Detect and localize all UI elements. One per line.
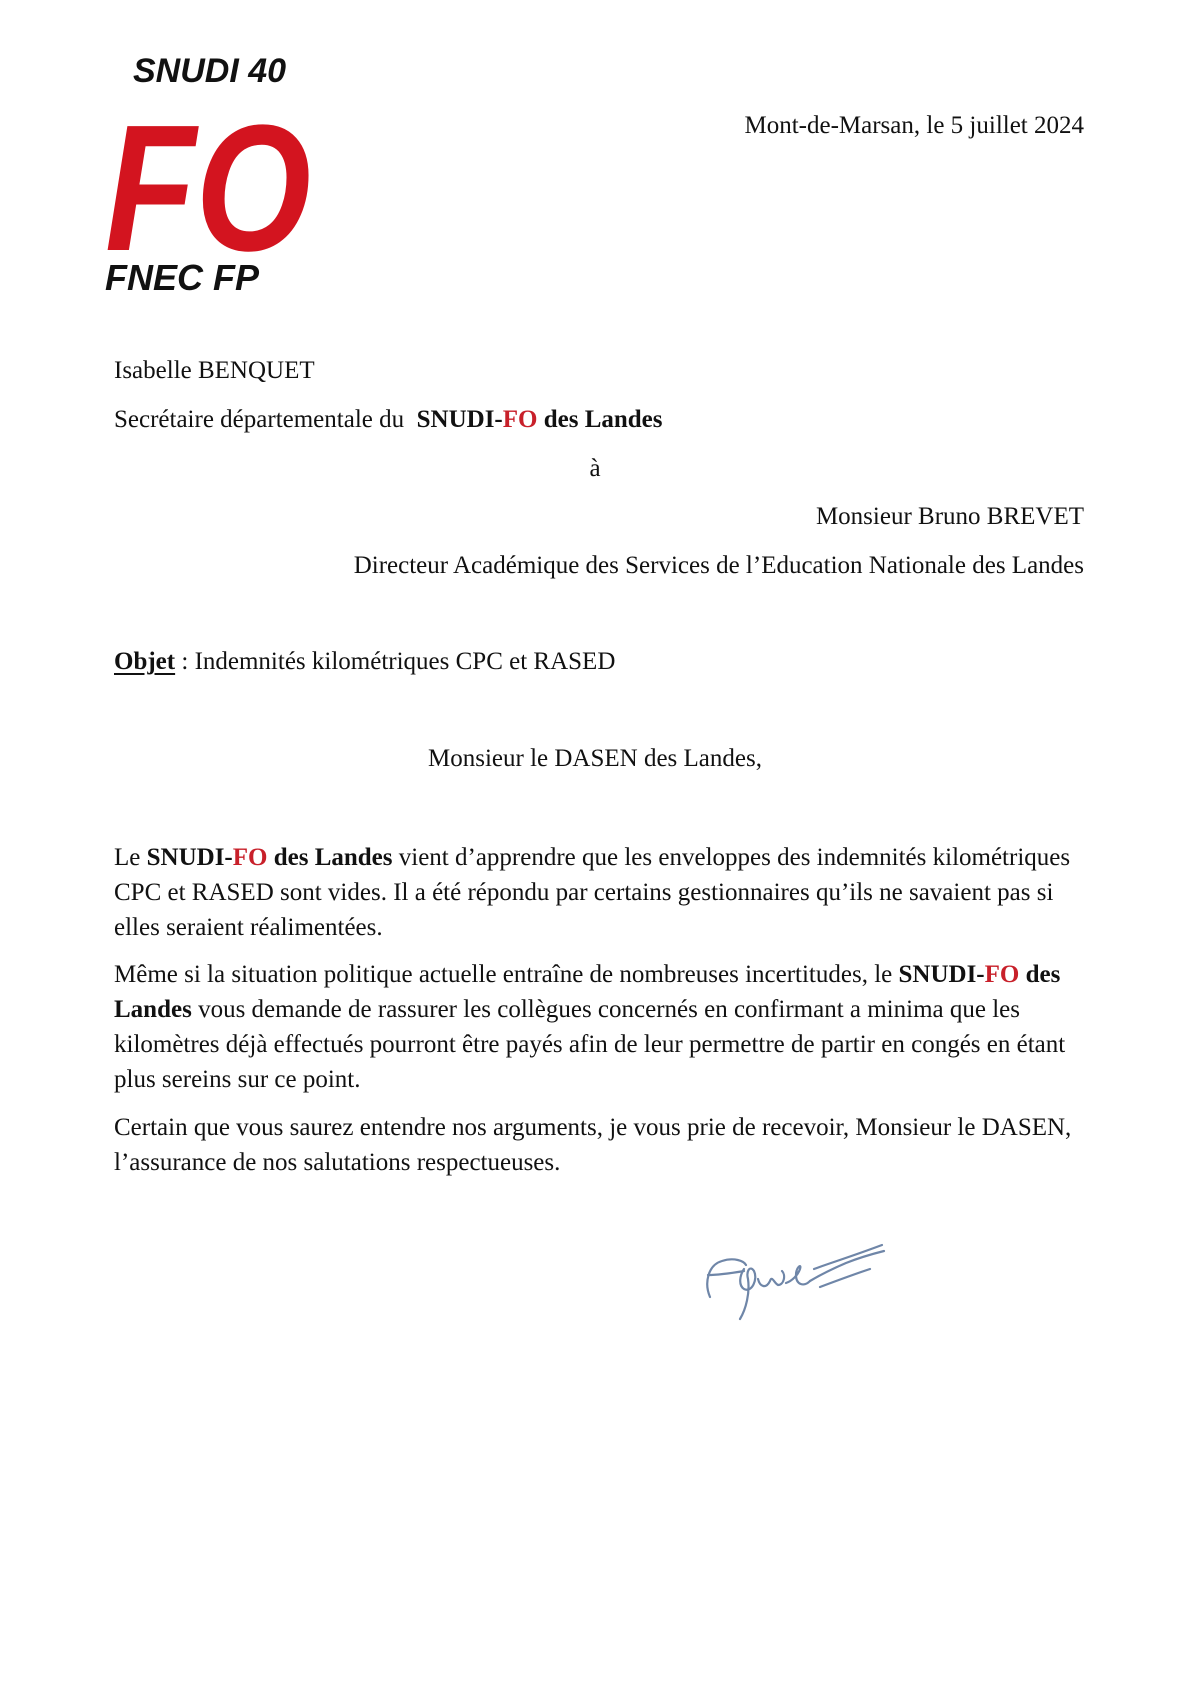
snudi-fo-logo <box>105 52 315 302</box>
org-name-brand: FO <box>502 406 538 433</box>
p2-org-brand: FO <box>984 961 1020 988</box>
to-word: à <box>589 455 601 482</box>
signature-graphic <box>700 1235 890 1325</box>
sender-role <box>114 406 663 434</box>
p2-after: vous demande de rassurer les collègues concernés en confirmant a minima que les kilomètres déjà effectués pourront être payés afin de leur permettre de partir en congés en étant plus sereins sur ce point. <box>114 996 1066 1093</box>
subject-text: Indemnités kilométriques CPC et RASED <box>194 648 616 675</box>
logo-bottom-text: FNEC FP <box>105 257 260 298</box>
subject-separator: : <box>175 648 195 675</box>
org-name-dash: - <box>494 406 503 433</box>
org-name-part1: SNUDI <box>416 406 495 433</box>
salutation: Monsieur le DASEN des Landes, <box>428 745 762 772</box>
p2-org-part3: des Landes <box>114 961 1061 1023</box>
p1-org-part3: des Landes <box>267 844 393 871</box>
body-paragraph-1 <box>114 840 1074 945</box>
place-date: Mont-de-Marsan, le 5 juillet 2024 <box>744 112 1084 139</box>
p1-after: vient d’apprendre que les enveloppes des indemnités kilométriques CPC et RASED sont vides. Il a été répondu par certains gestionnaires qu’ils ne savaient pas si elles seraient réalimentées. <box>114 844 1071 941</box>
logo-main-text: FO <box>105 88 311 289</box>
sender-name: Isabelle BENQUET <box>114 357 315 384</box>
recipient-name: Monsieur Bruno BREVET <box>815 503 1084 530</box>
body-paragraph-3: Certain que vous saurez entendre nos arguments, je vous prie de recevoir, Monsieur le DASEN, l’assurance de nos salutations respectueuses. <box>114 1114 1072 1176</box>
logo-top-text: SNUDI 40 <box>133 52 287 90</box>
p1-org-brand: FO <box>232 844 268 871</box>
snudi-fo-logo-graphic <box>105 52 315 302</box>
p2-org-dash: - <box>976 961 985 988</box>
p1-org-dash: - <box>224 844 233 871</box>
subject-label: Objet <box>114 648 176 675</box>
sender-role-prefix: Secrétaire départementale du <box>114 406 411 433</box>
body-paragraph-2 <box>114 957 1074 1097</box>
p2-org-part1: SNUDI <box>898 961 977 988</box>
org-name-part3: des Landes <box>537 406 663 433</box>
handwritten-signature <box>700 1235 890 1325</box>
p1-org-part1: SNUDI <box>146 844 225 871</box>
p2-before: Même si la situation politique actuelle entraîne de nombreuses incertitudes, le <box>114 961 899 988</box>
recipient-role: Directeur Académique des Services de l’Education Nationale des Landes <box>353 552 1084 579</box>
p1-before: Le <box>114 844 147 871</box>
subject-line <box>114 648 615 676</box>
